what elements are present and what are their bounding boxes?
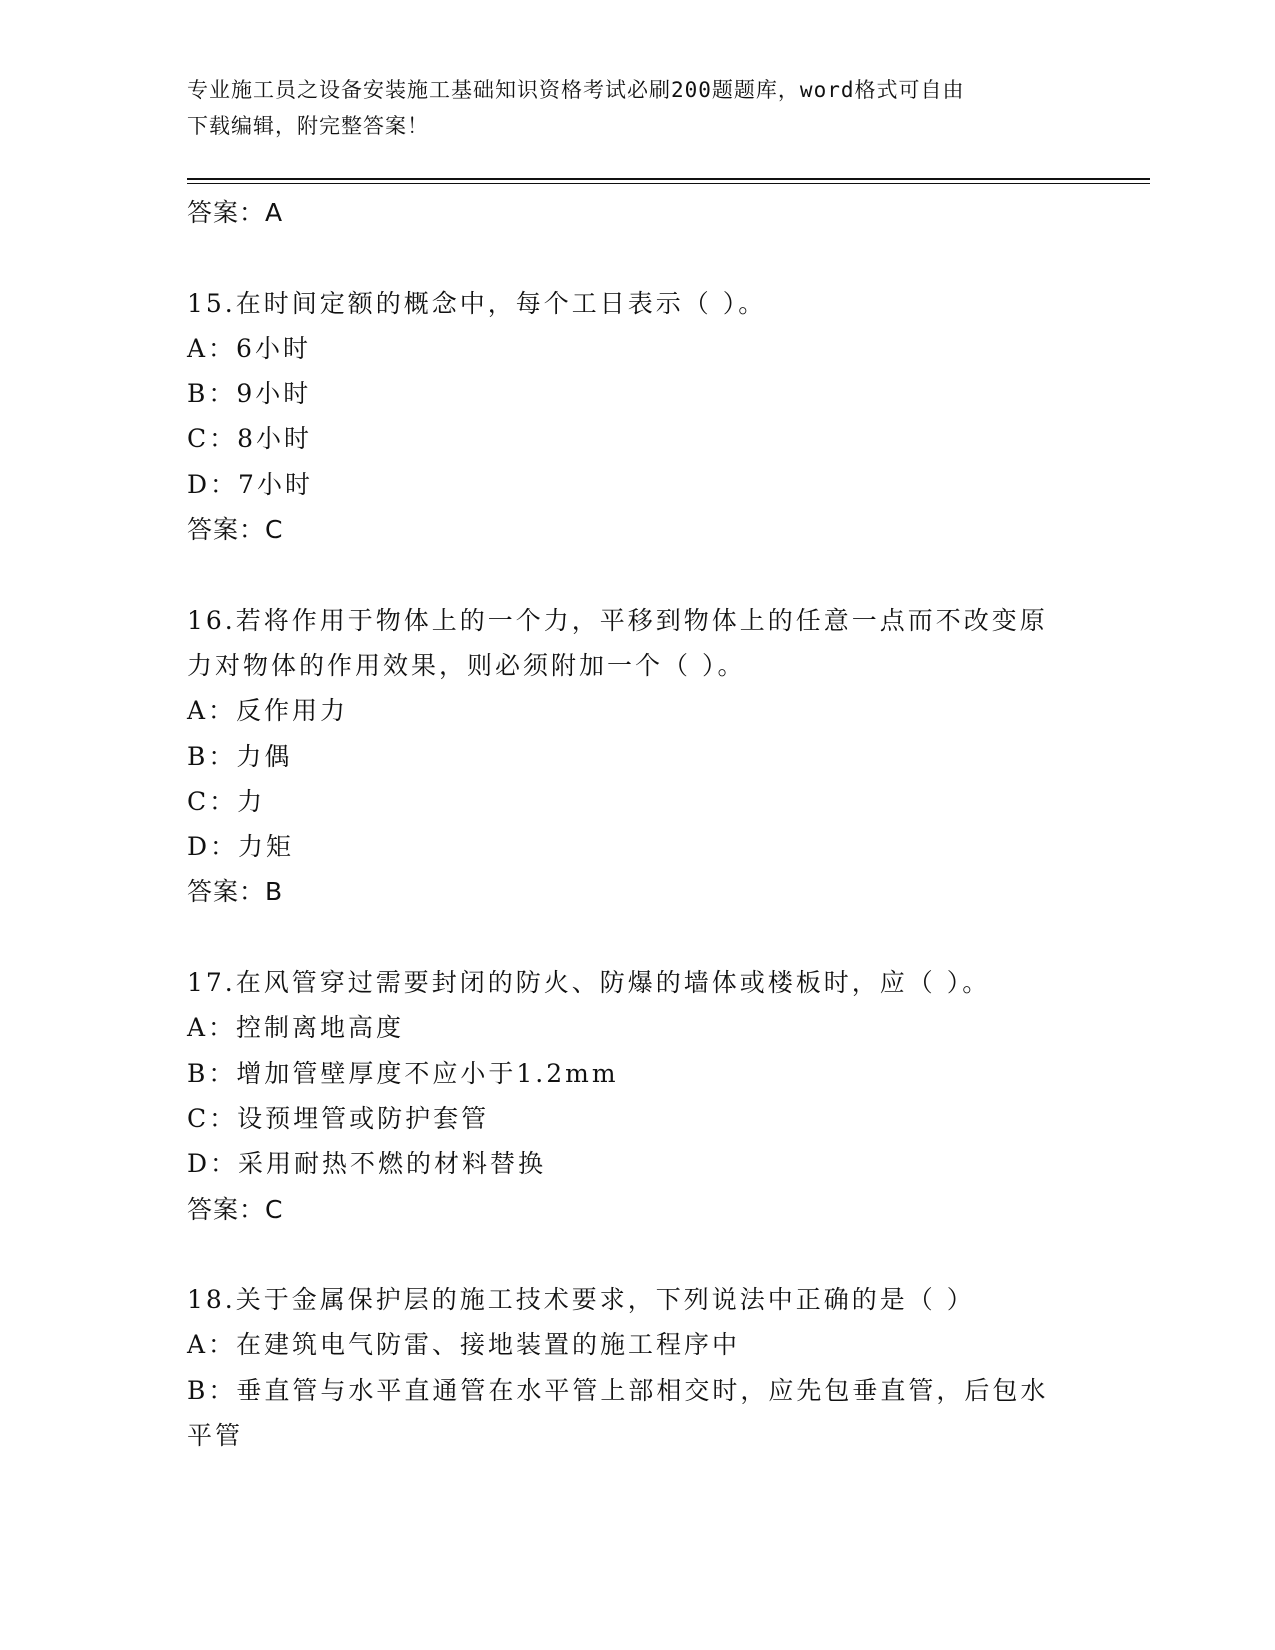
question-18 [187, 1277, 1087, 1458]
option-c: C：设预埋管或防护套管 [187, 1103, 490, 1133]
spacer [187, 915, 1087, 960]
header-divider [187, 178, 1150, 184]
answer-line: 答案：C [187, 1194, 284, 1224]
question-16 [187, 598, 1087, 915]
option-c: C：力 [187, 786, 266, 816]
answer-line: 答案：C [187, 515, 284, 545]
question-stem-continued: 力对物体的作用效果，则必须附加一个（ ）。 [187, 650, 746, 680]
answer-line: 答案：B [187, 877, 284, 907]
option-a: A：反作用力 [187, 696, 349, 726]
header-line-2: 下载编辑，附完整答案！ [187, 114, 429, 138]
question-stem: 16.若将作用于物体上的一个力，平移到物体上的任意一点而不改变原 [187, 605, 1048, 635]
page-header [187, 72, 1067, 144]
spacer [187, 1232, 1087, 1277]
option-c: C：8小时 [187, 424, 313, 454]
answer-line: 答案：A [187, 198, 284, 227]
option-a: A：控制离地高度 [187, 1013, 405, 1043]
option-b: B：力偶 [187, 741, 293, 771]
document-body [187, 190, 1087, 1458]
option-b: B：9小时 [187, 379, 312, 409]
option-b: B：垂直管与水平直通管在水平管上部相交时，应先包垂直管，后包水 [187, 1375, 1049, 1405]
question-17 [187, 960, 1087, 1232]
header-line-1: 专业施工员之设备安装施工基础知识资格考试必刷200题题库，word格式可自由 [187, 78, 965, 102]
option-d: D：采用耐热不燃的材料替换 [187, 1149, 547, 1179]
spacer [187, 552, 1087, 597]
option-b: B：增加管壁厚度不应小于1.2mm [187, 1058, 619, 1088]
question-stem: 15.在时间定额的概念中，每个工日表示（ ）。 [187, 288, 767, 318]
spacer [187, 235, 1087, 280]
option-b-continued: 平管 [187, 1421, 244, 1451]
option-d: D：力矩 [187, 832, 295, 862]
option-a: A：6小时 [187, 333, 311, 363]
question-stem: 17.在风管穿过需要封闭的防火、防爆的墙体或楼板时，应（ ）。 [187, 968, 991, 998]
question-stem: 18.关于金属保护层的施工技术要求，下列说法中正确的是（ ） [187, 1285, 975, 1315]
option-a: A：在建筑电气防雷、接地装置的施工程序中 [187, 1330, 741, 1360]
question-15 [187, 281, 1087, 553]
option-d: D：7小时 [187, 469, 313, 499]
